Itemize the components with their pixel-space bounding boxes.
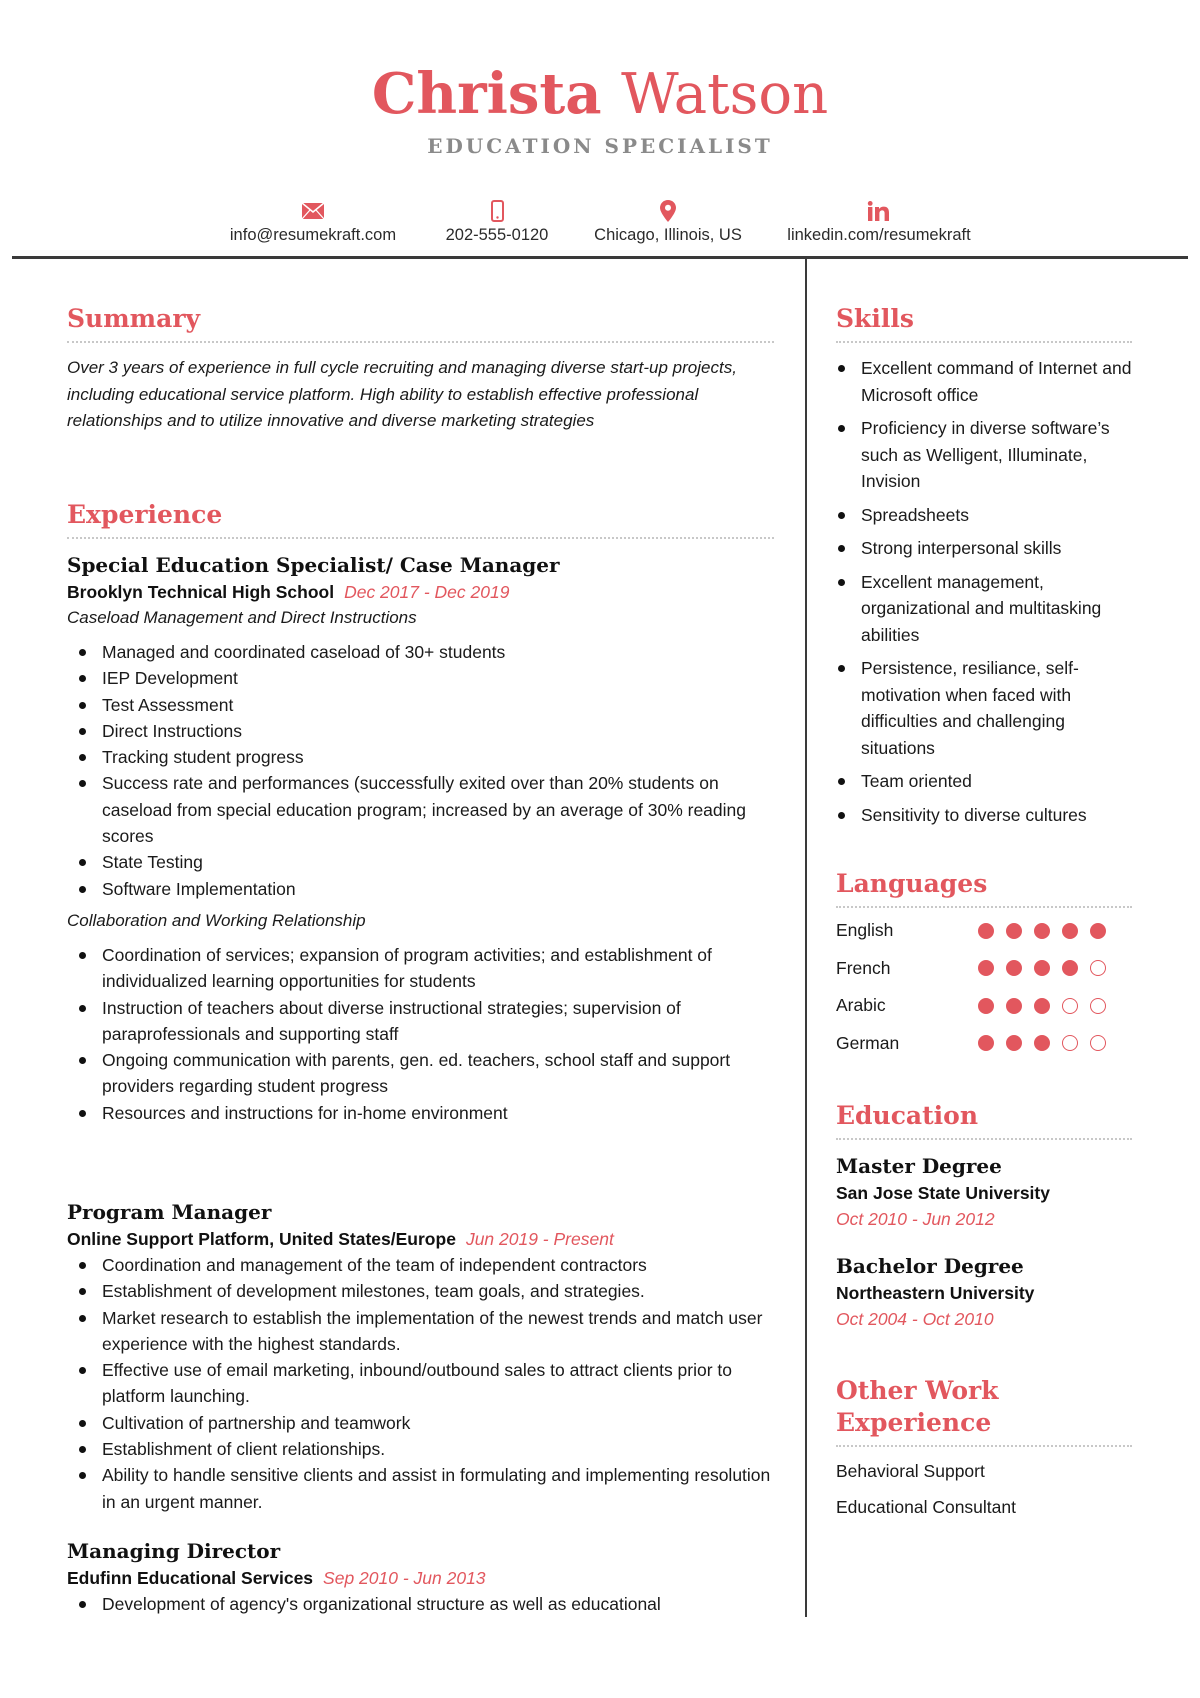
contact-location bbox=[589, 198, 747, 245]
list-item: Coordination of services; expansion of program activities; and establishment of individualized learning opportunities for students bbox=[67, 942, 774, 995]
list-item: Success rate and performances (successfully exited over than 20% students on caseload from special education program; increased by an average of 30% reading scores bbox=[67, 770, 774, 849]
languages-heading: Languages bbox=[836, 869, 988, 898]
section-divider bbox=[836, 1138, 1132, 1140]
list-item: State Testing bbox=[67, 849, 774, 875]
language-rating bbox=[978, 998, 1106, 1014]
list-item: Market research to establish the implementation of the newest trends and match user experience with the highest standards. bbox=[67, 1305, 774, 1358]
skill-item: Strong interpersonal skills bbox=[836, 535, 1132, 562]
candidate-name bbox=[0, 58, 1200, 131]
rating-dot-empty bbox=[1090, 960, 1106, 976]
job-entry bbox=[67, 1537, 774, 1617]
education-degree: Bachelor Degree bbox=[836, 1254, 1024, 1278]
job-dates: Sep 2010 - Jun 2013 bbox=[323, 1568, 486, 1588]
list-item: Managed and coordinated caseload of 30+ students bbox=[67, 639, 774, 665]
job-dates: Dec 2017 - Dec 2019 bbox=[344, 582, 510, 602]
rating-dot-empty bbox=[1062, 1035, 1078, 1051]
column-divider bbox=[805, 259, 807, 1617]
education-school: Northeastern University bbox=[836, 1283, 1035, 1303]
skills-section bbox=[836, 303, 1132, 835]
skill-item: Spreadsheets bbox=[836, 502, 1132, 529]
contact-email[interactable] bbox=[221, 198, 405, 245]
rating-dot-filled bbox=[1006, 960, 1022, 976]
skills-heading: Skills bbox=[836, 304, 914, 333]
skills-list bbox=[836, 355, 1132, 828]
education-degree: Master Degree bbox=[836, 1154, 1002, 1178]
contact-location-text: Chicago, Illinois, US bbox=[594, 226, 742, 244]
rating-dot-filled bbox=[1062, 923, 1078, 939]
rating-dot-filled bbox=[1006, 1035, 1022, 1051]
language-row bbox=[836, 987, 1132, 1025]
job-org-line bbox=[67, 579, 774, 605]
summary-heading: Summary bbox=[67, 304, 201, 333]
experience-section bbox=[67, 499, 774, 1126]
rating-dot-empty bbox=[1090, 998, 1106, 1014]
job-org: Brooklyn Technical High School bbox=[67, 582, 335, 602]
rating-dot-filled bbox=[1006, 923, 1022, 939]
job-bullets bbox=[67, 1252, 774, 1515]
skill-item: Persistence, resiliance, self-motivation when faced with difficulties and challenging situations bbox=[836, 655, 1132, 761]
rating-dot-empty bbox=[1090, 1035, 1106, 1051]
list-item: Establishment of development milestones, team goals, and strategies. bbox=[67, 1278, 774, 1304]
contact-phone[interactable] bbox=[431, 198, 563, 245]
rating-dot-filled bbox=[978, 923, 994, 939]
job-title-headline: EDUCATION SPECIALIST bbox=[427, 134, 773, 158]
language-rating bbox=[978, 960, 1106, 976]
list-item: Ability to handle sensitive clients and assist in formulating and implementing resolution in an urgent manner. bbox=[67, 1462, 774, 1515]
skill-item: Excellent management, organizational and multitasking abilities bbox=[836, 569, 1132, 649]
education-dates: Oct 2010 - Jun 2012 bbox=[836, 1209, 995, 1229]
other-work-heading bbox=[836, 1375, 1132, 1439]
job-subheading: Caseload Management and Direct Instructions bbox=[67, 608, 417, 627]
summary-section bbox=[67, 303, 774, 435]
rating-dot-filled bbox=[1034, 1035, 1050, 1051]
contact-linkedin-text: linkedin.com/resumekraft bbox=[787, 226, 971, 244]
list-item: Software Implementation bbox=[67, 876, 774, 902]
list-item: Direct Instructions bbox=[67, 718, 774, 744]
contact-phone-text: 202-555-0120 bbox=[445, 226, 549, 244]
job-org-line bbox=[67, 1565, 774, 1591]
education-school: San Jose State University bbox=[836, 1183, 1050, 1203]
other-work-section bbox=[836, 1375, 1132, 1525]
contact-linkedin[interactable] bbox=[773, 198, 985, 245]
rating-dot-filled bbox=[1034, 923, 1050, 939]
list-item: Development of agency's organizational structure as well as educational bbox=[67, 1591, 774, 1617]
skill-item: Team oriented bbox=[836, 768, 1132, 795]
job-dates: Jun 2019 - Present bbox=[465, 1229, 614, 1249]
education-heading: Education bbox=[836, 1101, 979, 1130]
language-row bbox=[836, 1025, 1132, 1063]
skill-item: Proficiency in diverse software’s such as Welligent, Illuminate, Invision bbox=[836, 415, 1132, 495]
last-name: Watson bbox=[621, 62, 829, 127]
rating-dot-filled bbox=[1034, 998, 1050, 1014]
rating-dot-filled bbox=[1090, 923, 1106, 939]
list-item: IEP Development bbox=[67, 665, 774, 691]
rating-dot-filled bbox=[1006, 998, 1022, 1014]
section-divider bbox=[836, 906, 1132, 908]
job-bullets bbox=[67, 1591, 774, 1617]
education-dates: Oct 2004 - Oct 2010 bbox=[836, 1309, 994, 1329]
section-divider bbox=[836, 341, 1132, 343]
language-name: German bbox=[836, 1032, 900, 1053]
job-org: Online Support Platform, United States/Europe bbox=[67, 1229, 456, 1249]
rating-dot-filled bbox=[1034, 960, 1050, 976]
rating-dot-empty bbox=[1062, 998, 1078, 1014]
job-bullets bbox=[67, 942, 774, 1126]
list-item: Ongoing communication with parents, gen. ed. teachers, school staff and support providers regarding student progress bbox=[67, 1047, 774, 1100]
other-work-list bbox=[836, 1453, 1132, 1525]
other-work-item: Behavioral Support bbox=[836, 1461, 985, 1481]
job-org-line bbox=[67, 1226, 774, 1252]
job-entry bbox=[67, 1198, 774, 1515]
language-name: Arabic bbox=[836, 995, 886, 1016]
job-title: Program Manager bbox=[67, 1200, 272, 1224]
experience-heading: Experience bbox=[67, 500, 223, 529]
list-item: Effective use of email marketing, inbound/outbound sales to attract clients prior to platform launching. bbox=[67, 1357, 774, 1410]
language-rating bbox=[978, 1035, 1106, 1051]
language-row bbox=[836, 912, 1132, 950]
list-item: Tracking student progress bbox=[67, 744, 774, 770]
job-title: Managing Director bbox=[67, 1539, 281, 1563]
first-name: Christa bbox=[371, 61, 602, 127]
job-title: Special Education Specialist/ Case Manager bbox=[67, 553, 560, 577]
section-divider bbox=[836, 1445, 1132, 1447]
education-entry bbox=[836, 1152, 1132, 1232]
skill-item: Excellent command of Internet and Microsoft office bbox=[836, 355, 1132, 408]
language-row bbox=[836, 950, 1132, 988]
rating-dot-filled bbox=[978, 960, 994, 976]
map-pin-icon bbox=[660, 198, 676, 224]
envelope-icon bbox=[302, 198, 324, 224]
rating-dot-filled bbox=[978, 1035, 994, 1051]
other-work-heading-line: Other Work bbox=[836, 1376, 999, 1405]
job-entry bbox=[67, 551, 774, 1126]
skill-item: Sensitivity to diverse cultures bbox=[836, 802, 1132, 829]
language-rating bbox=[978, 923, 1106, 939]
job-subheading: Collaboration and Working Relationship bbox=[67, 910, 366, 930]
rating-dot-filled bbox=[1062, 960, 1078, 976]
list-item: Coordination and management of the team of independent contractors bbox=[67, 1252, 774, 1278]
list-item: Test Assessment bbox=[67, 692, 774, 718]
list-item: Cultivation of partnership and teamwork bbox=[67, 1410, 774, 1436]
list-item: Instruction of teachers about diverse instructional strategies; supervision of paraprofessionals and supporting staff bbox=[67, 995, 774, 1048]
contact-email-text: info@resumekraft.com bbox=[229, 226, 397, 244]
rating-dot-filled bbox=[978, 998, 994, 1014]
mobile-phone-icon bbox=[491, 198, 504, 224]
education-section bbox=[836, 1100, 1132, 1332]
languages-list bbox=[836, 912, 1132, 1062]
language-name: English bbox=[836, 920, 894, 941]
section-divider bbox=[67, 341, 774, 343]
education-entry bbox=[836, 1252, 1132, 1332]
other-work-heading-line: Experience bbox=[836, 1408, 992, 1437]
summary-text: Over 3 years of experience in full cycle recruiting and managing diverse start-up projects, including educational service platform. High ability to establish effective professional relationships and to utilize innovative and diverse marketing strategies bbox=[67, 358, 737, 430]
contact-bar bbox=[0, 198, 1200, 245]
other-work-item: Educational Consultant bbox=[836, 1497, 1016, 1517]
languages-section bbox=[836, 868, 1132, 1062]
linkedin-icon bbox=[867, 198, 891, 224]
language-name: French bbox=[836, 957, 891, 978]
list-item: Establishment of client relationships. bbox=[67, 1436, 774, 1462]
section-divider bbox=[67, 537, 774, 539]
list-item: Resources and instructions for in-home environment bbox=[67, 1100, 774, 1126]
job-bullets bbox=[67, 639, 774, 902]
job-org: Edufinn Educational Services bbox=[67, 1568, 314, 1588]
header-divider bbox=[12, 256, 1188, 259]
